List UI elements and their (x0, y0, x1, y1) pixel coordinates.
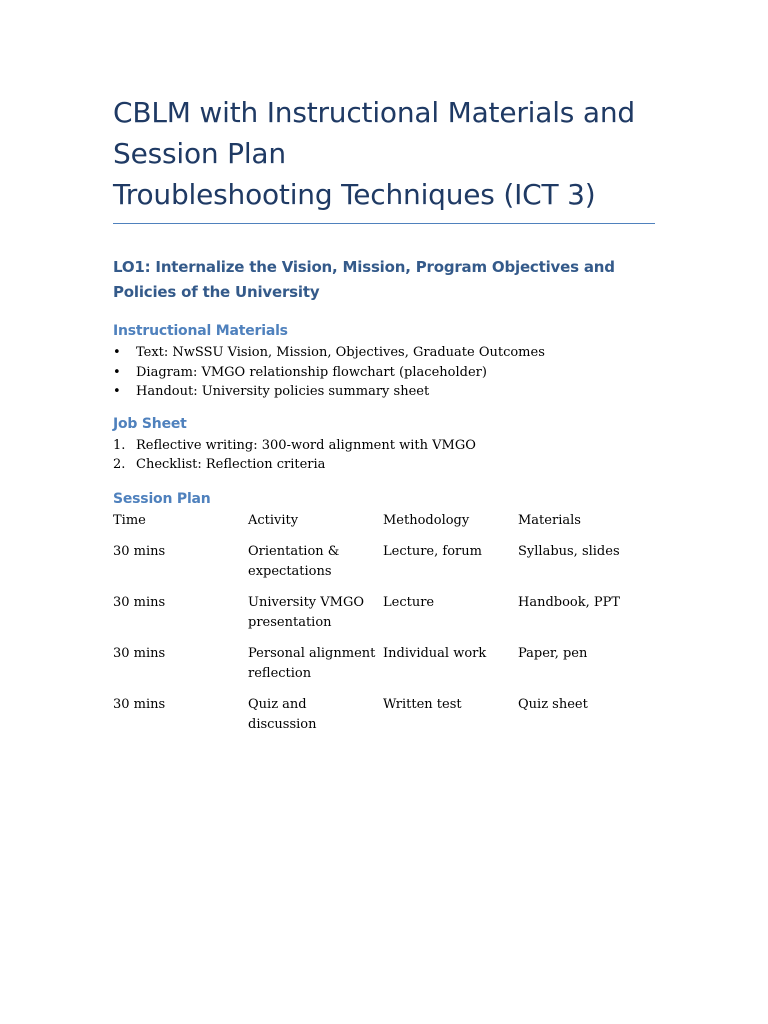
column-header-activity: Activity (248, 512, 299, 528)
table-cell: 30 mins (113, 544, 166, 559)
table-row (113, 644, 655, 695)
instructional-materials-list (113, 343, 655, 402)
list-item: • Text: NwSSU Vision, Mission, Objectives, Graduate Outcomes (113, 343, 655, 363)
list-item: 1. Reflective writing: 300-word alignment with VMGO (113, 436, 655, 456)
table-row (113, 542, 655, 593)
table-row (113, 695, 655, 746)
column-header-materials: Materials (518, 512, 581, 528)
table-cell: 30 mins (113, 595, 166, 610)
list-number: 2. (113, 457, 126, 472)
table-row (113, 593, 655, 644)
table-cell: Lecture (383, 595, 435, 610)
title-line-1: CBLM with Instructional Materials and (113, 96, 635, 129)
title-line-3: Troubleshooting Techniques (ICT 3) (113, 178, 596, 211)
column-header-time: Time (113, 512, 146, 528)
table-cell: 30 mins (113, 697, 166, 712)
table-cell: Handbook, PPT (518, 595, 621, 610)
table-cell: Orientation & expectations (248, 544, 340, 579)
bullet-icon: • (113, 345, 121, 360)
table-cell: Paper, pen (518, 646, 588, 661)
bullet-icon: • (113, 384, 121, 399)
table-cell: 30 mins (113, 646, 166, 661)
table-cell: University VMGO presentation (248, 595, 365, 630)
table-cell: Lecture, forum (383, 544, 482, 559)
table-header-row (113, 511, 655, 543)
job-sheet-list (113, 436, 655, 475)
table-cell: Individual work (383, 646, 487, 661)
session-plan-heading: Session Plan (113, 490, 211, 507)
job-sheet-heading: Job Sheet (113, 415, 187, 432)
list-number: 1. (113, 437, 126, 453)
column-header-methodology: Methodology (383, 512, 470, 528)
table-cell: Quiz sheet (518, 697, 588, 712)
list-item: • Handout: University policies summary sheet (113, 382, 655, 402)
table-cell: Personal alignment reflection (248, 646, 376, 681)
bullet-icon: • (113, 364, 121, 380)
table-cell: Quiz and discussion (248, 697, 317, 732)
title-divider (113, 223, 655, 224)
instructional-materials-heading: Instructional Materials (113, 323, 288, 339)
session-plan-table (113, 511, 655, 747)
table-cell: Written test (383, 697, 462, 712)
document-title (113, 92, 655, 215)
document-page (113, 92, 655, 746)
list-item: 2. Checklist: Reflection criteria (113, 455, 655, 475)
title-line-2: Session Plan (113, 137, 286, 170)
table-cell: Syllabus, slides (518, 544, 620, 559)
lo-heading: LO1: Internalize the Vision, Mission, Program Objectives and Policies of the University (113, 258, 615, 301)
list-item: • Diagram: VMGO relationship flowchart (placeholder) (113, 363, 655, 383)
